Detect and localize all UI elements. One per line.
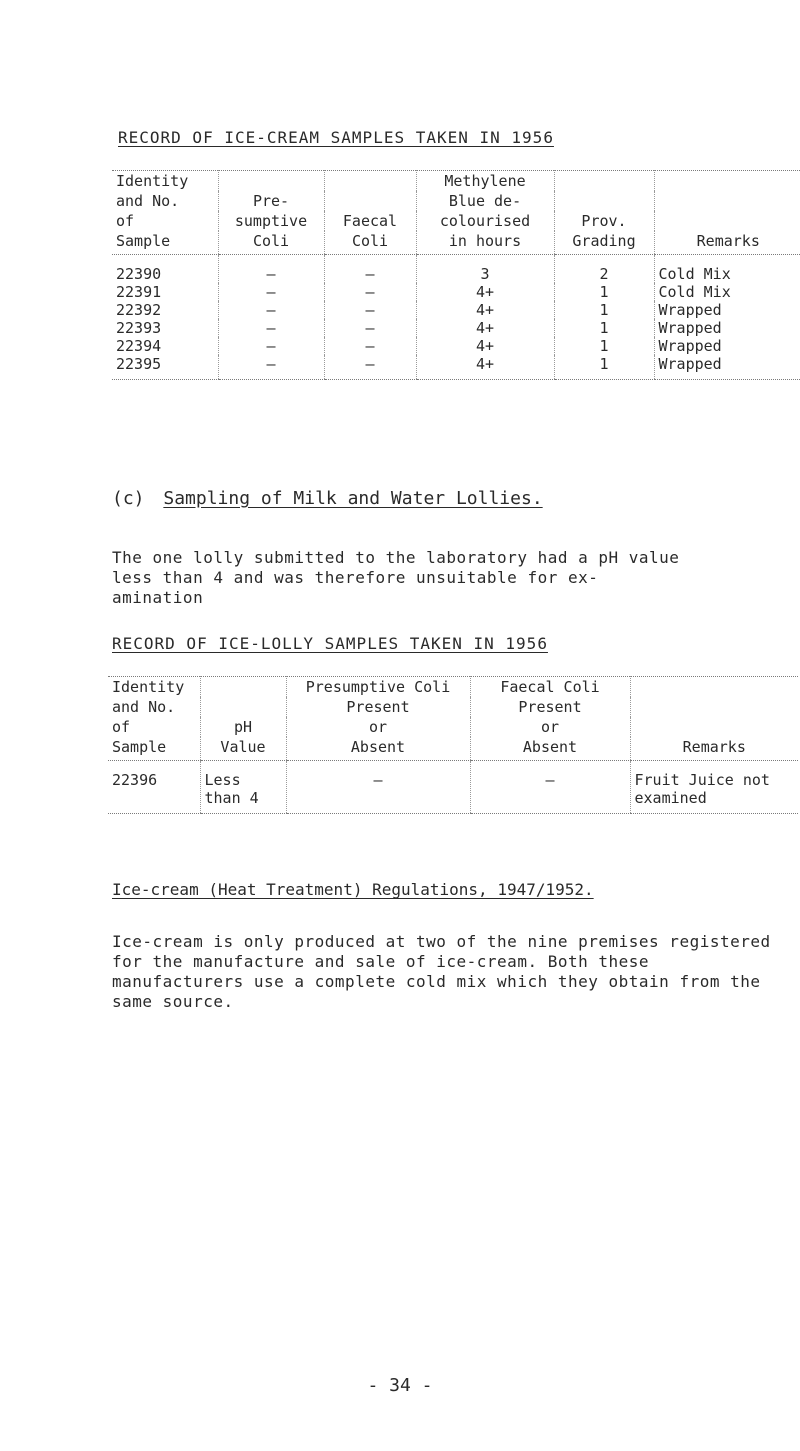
header-cell (630, 717, 798, 737)
header-cell: or (286, 717, 470, 737)
header-cell: Presumptive Coli (286, 677, 470, 698)
header-cell (200, 677, 286, 698)
table-cell: – (218, 337, 324, 355)
table-cell: Cold Mix (654, 283, 800, 301)
ice-lolly-samples-table (108, 676, 798, 814)
table-cell: – (286, 761, 470, 814)
header-cell: pH (200, 717, 286, 737)
ice-cream-samples-table (112, 170, 800, 380)
header-cell: Faecal (324, 211, 416, 231)
header-cell (654, 211, 800, 231)
header-cell: Grading (554, 231, 654, 255)
header-cell: colourised (416, 211, 554, 231)
table-cell: 4+ (416, 355, 554, 380)
header-cell: Sample (108, 737, 200, 761)
header-cell: of (112, 718, 131, 736)
table-cell: – (470, 761, 630, 814)
table-row (112, 255, 800, 284)
header-cell: Present (286, 697, 470, 717)
header-cell (324, 171, 416, 192)
table-cell: – (218, 319, 324, 337)
header-cell: or (470, 717, 630, 737)
table-cell: 4+ (416, 301, 554, 319)
header-cell (218, 171, 324, 192)
table-cell: Wrapped (654, 319, 800, 337)
regulations-heading: Ice-cream (Heat Treatment) Regulations, 1947/1952. (112, 880, 594, 899)
table-cell: Cold Mix (654, 255, 800, 284)
table-row (112, 337, 800, 355)
header-cell (554, 171, 654, 192)
header-cell: Absent (470, 737, 630, 761)
table-cell: – (324, 255, 416, 284)
table-cell: 3 (416, 255, 554, 284)
table-cell: 22396 (108, 761, 200, 814)
table-cell: Fruit Juice not examined (630, 761, 798, 814)
table-cell: 1 (554, 283, 654, 301)
table-cell: – (324, 337, 416, 355)
header-cell: Coli (218, 231, 324, 255)
header-cell (630, 697, 798, 717)
header-cell: Present (470, 697, 630, 717)
header-cell: Remarks (630, 737, 798, 761)
table-cell: 22394 (116, 337, 162, 355)
table-cell: 1 (554, 301, 654, 319)
header-cell (324, 191, 416, 211)
header-cell: sumptive (218, 211, 324, 231)
header-cell: Coli (324, 231, 416, 255)
table-cell: Wrapped (654, 355, 800, 380)
table-row (112, 283, 800, 301)
header-cell: Pre- (218, 191, 324, 211)
header-cell: in hours (416, 231, 554, 255)
header-cell: Prov. (554, 211, 654, 231)
table-cell: 22391 (116, 283, 162, 301)
table-cell: – (218, 255, 324, 284)
table-cell: 1 (554, 319, 654, 337)
header-cell (654, 191, 800, 211)
header-cell: Identity (116, 172, 189, 190)
header-cell: Identity (112, 678, 185, 696)
header-cell: Absent (286, 737, 470, 761)
table-cell: 22392 (116, 301, 162, 319)
header-cell: Blue de- (416, 191, 554, 211)
header-cell (630, 677, 798, 698)
table-cell: Wrapped (654, 337, 800, 355)
header-cell (200, 697, 286, 717)
table-cell: 4+ (416, 319, 554, 337)
table-cell: 4+ (416, 283, 554, 301)
lolly-paragraph: The one lolly submitted to the laboratory had a pH value less than 4 and was therefore unsuitable for ex-amination (112, 548, 680, 607)
table-cell: – (218, 283, 324, 301)
header-cell: and No. (116, 192, 180, 210)
table-cell: 22390 (116, 265, 162, 283)
table-cell: 22395 (112, 355, 218, 380)
header-cell (554, 191, 654, 211)
ice-lolly-record-title: RECORD OF ICE-LOLLY SAMPLES TAKEN IN 1956 (112, 634, 548, 653)
table-cell: 2 (554, 255, 654, 284)
table-cell: 1 (554, 337, 654, 355)
header-cell: and No. (112, 698, 176, 716)
header-cell: Methylene (416, 171, 554, 192)
table-cell: – (218, 355, 324, 380)
table-row (112, 319, 800, 337)
table-row (112, 301, 800, 319)
table-cell: 1 (554, 355, 654, 380)
table-row (108, 761, 798, 814)
table-cell: – (324, 301, 416, 319)
header-cell: Remarks (654, 231, 800, 255)
regulations-paragraph: Ice-cream is only produced at two of the nine premises registered for the manufacture and sale of ice-cream. Both these manufacturers use a complete cold mix which they obtain from the same source. (112, 932, 771, 1011)
ice-cream-record-title: RECORD OF ICE-CREAM SAMPLES TAKEN IN 1956 (118, 128, 554, 147)
table-cell: Wrapped (654, 301, 800, 319)
table-cell: – (324, 355, 416, 380)
table-cell: – (218, 301, 324, 319)
header-cell: Sample (112, 231, 218, 255)
header-cell: Faecal Coli (470, 677, 630, 698)
table-cell: 22393 (116, 319, 162, 337)
header-cell: Value (200, 737, 286, 761)
section-c-heading (112, 488, 543, 509)
header-cell (654, 171, 800, 192)
page-number: - 34 - (367, 1375, 433, 1396)
section-c-label: (c) (112, 488, 145, 509)
section-c-title: Sampling of Milk and Water Lollies. (163, 488, 543, 509)
table-cell: Less than 4 (200, 761, 286, 814)
table-cell: – (324, 319, 416, 337)
header-cell: of (116, 212, 135, 230)
table-cell: 4+ (416, 337, 554, 355)
table-row (112, 355, 800, 380)
table-cell: – (324, 283, 416, 301)
